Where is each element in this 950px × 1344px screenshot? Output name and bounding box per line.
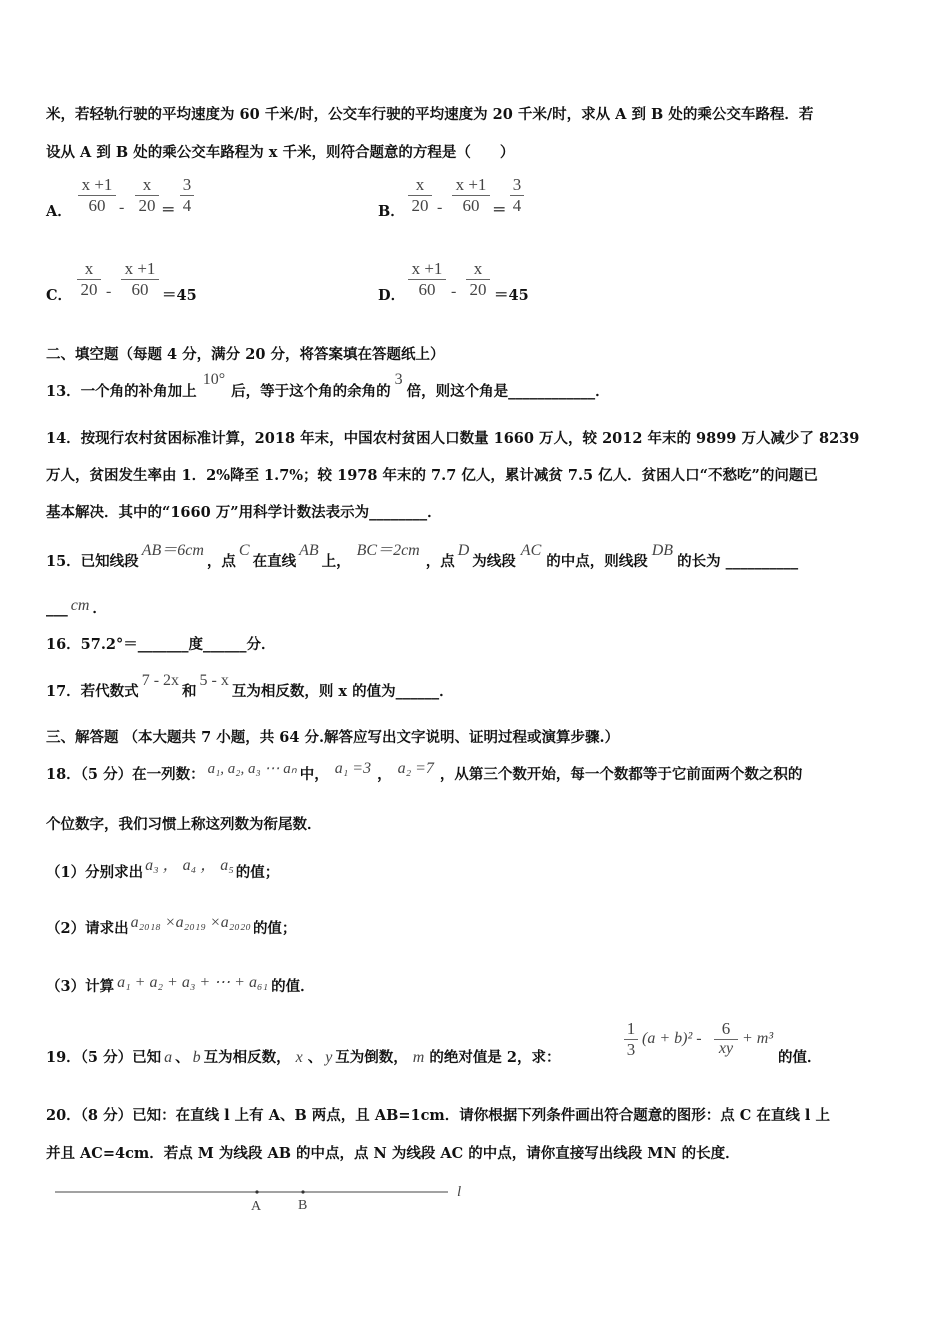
section3-title: 三、解答题 （本大题共 7 小题，共 64 分.解答应写出文字说明、证明过程或演算步骤.） (46, 729, 620, 746)
q15-line2: ___ cm ． (46, 597, 107, 617)
option-a-frac1: x +1 60 (78, 175, 116, 216)
q20-line2: 并且 AC=4cm．若点 M 为线段 AB 的中点，点 N 为线段 AC 的中点，请你直接写出线段 MN 的长度． (46, 1145, 740, 1162)
point-a-dot (255, 1190, 258, 1193)
option-c-frac2: x +1 60 (121, 259, 159, 300)
q14-line2: 万人，贫困发生率由 1．2%降至 1.7%；较 1978 年末的 7.7 亿人，累计减贫 7.5 亿人．贫困人口“不愁吃”的问题已 (46, 467, 818, 484)
q15-line1: 15．已知线段AB＝6cm，点C在直线AB上，BC＝2cm，点D为线段AC的中点，则线段DB的长为 __________ (46, 542, 799, 570)
option-c-frac1: x 20 (77, 259, 101, 300)
q12-line1: 米，若轻轨行驶的平均速度为 60 千米/时，公交车行驶的平均速度为 20 千米/时，求从 A 到 B 处的乘公交车路程．若 (46, 106, 814, 123)
q19-expr-mid: (a + b)² - (642, 1030, 702, 1047)
line-l-label: l (457, 1184, 462, 1200)
option-c-rhs: ＝45 (162, 287, 197, 304)
option-b-eq: ＝ (492, 202, 507, 219)
option-d-frac2: x 20 (466, 259, 490, 300)
q19-expr-end: + m³ (742, 1030, 774, 1047)
q19-frac-six-xy: 6 xy (714, 1019, 738, 1058)
q19-frac-one-third: 1 3 (624, 1019, 638, 1060)
q13: 13．一个角的补角加上10°后，等于这个角的余角的3倍，则这个角是____________． (46, 371, 610, 400)
option-c-label: C． (46, 287, 73, 304)
option-a-frac3: 3 4 (180, 175, 194, 216)
q14-line1: 14．按现行农村贫困标准计算，2018 年末，中国农村贫困人口数量 1660 万人，较 2012 年末的 9899 万人减少了 8239 (46, 430, 860, 447)
option-d-label: D． (378, 287, 406, 304)
q20-line1: 20．（8 分）已知：在直线 l 上有 A、B 两点，且 AB=1cm．请你根据下列条件画出符合题意的图形：点 C 在直线 l 上 (46, 1107, 830, 1124)
q18-line2: 个位数字，我们习惯上称这列数为衔尾数． (46, 816, 322, 833)
q18-part2: （2）请求出 a₂₀₁₈ ×a₂₀₁₉ ×a₂₀₂₀ 的值； (46, 914, 297, 937)
option-c-op: - (106, 283, 112, 300)
q18-part3: （3）计算 a₁ + a₂ + a₃ + ⋯ + a₆₁ 的值． (46, 974, 315, 995)
point-b-label: B (298, 1198, 308, 1213)
q17: 17．若代数式7 - 2x和5 - x互为相反数，则 x 的值为______． (46, 672, 454, 700)
option-b-frac2: x +1 60 (452, 175, 490, 216)
option-a-frac2: x 20 (135, 175, 159, 216)
q20-figure (50, 1180, 480, 1220)
q14-line3: 基本解决．其中的“1660 万”用科学计数法表示为________． (46, 504, 442, 521)
q16: 16．57.2°＝_______度______分． (46, 636, 276, 653)
q19-text: 19．（5 分）已知 a 、 b 互为相反数， x 、 y 互为倒数， m 的绝对值是 2，求： (46, 1049, 561, 1066)
option-d-op: - (451, 283, 457, 300)
option-a-eq: ＝ (161, 202, 176, 219)
option-a-label: A． (46, 203, 72, 220)
q19-end: 的值． (778, 1049, 822, 1066)
option-d-rhs: ＝45 (494, 287, 529, 304)
option-b-frac1: x 20 (408, 175, 432, 216)
option-b-op: - (437, 199, 443, 216)
q18-line1: 18．（5 分）在一列数： a₁, a₂, a₃ ⋯ aₙ 中， a₁ =3 ， a₂ =7 ，从第三个数开始，每一个数都等于它前面两个数之积的 (46, 760, 803, 783)
option-d-frac1: x +1 60 (408, 259, 446, 300)
section2-title: 二、填空题（每题 4 分，满分 20 分，将答案填在答题纸上） (46, 346, 445, 363)
option-b-label: B． (378, 203, 405, 220)
point-b-dot (301, 1190, 304, 1193)
point-a-label: A (251, 1199, 262, 1214)
option-b-frac3: 3 4 (510, 175, 524, 216)
option-a-op: - (119, 199, 125, 216)
q18-part1: （1）分别求出 a₃ ， a₄ ， a₅ 的值； (46, 857, 280, 881)
q12-line2: 设从 A 到 B 处的乘公交车路程为 x 千米，则符合题意的方程是（ ） (46, 144, 515, 161)
